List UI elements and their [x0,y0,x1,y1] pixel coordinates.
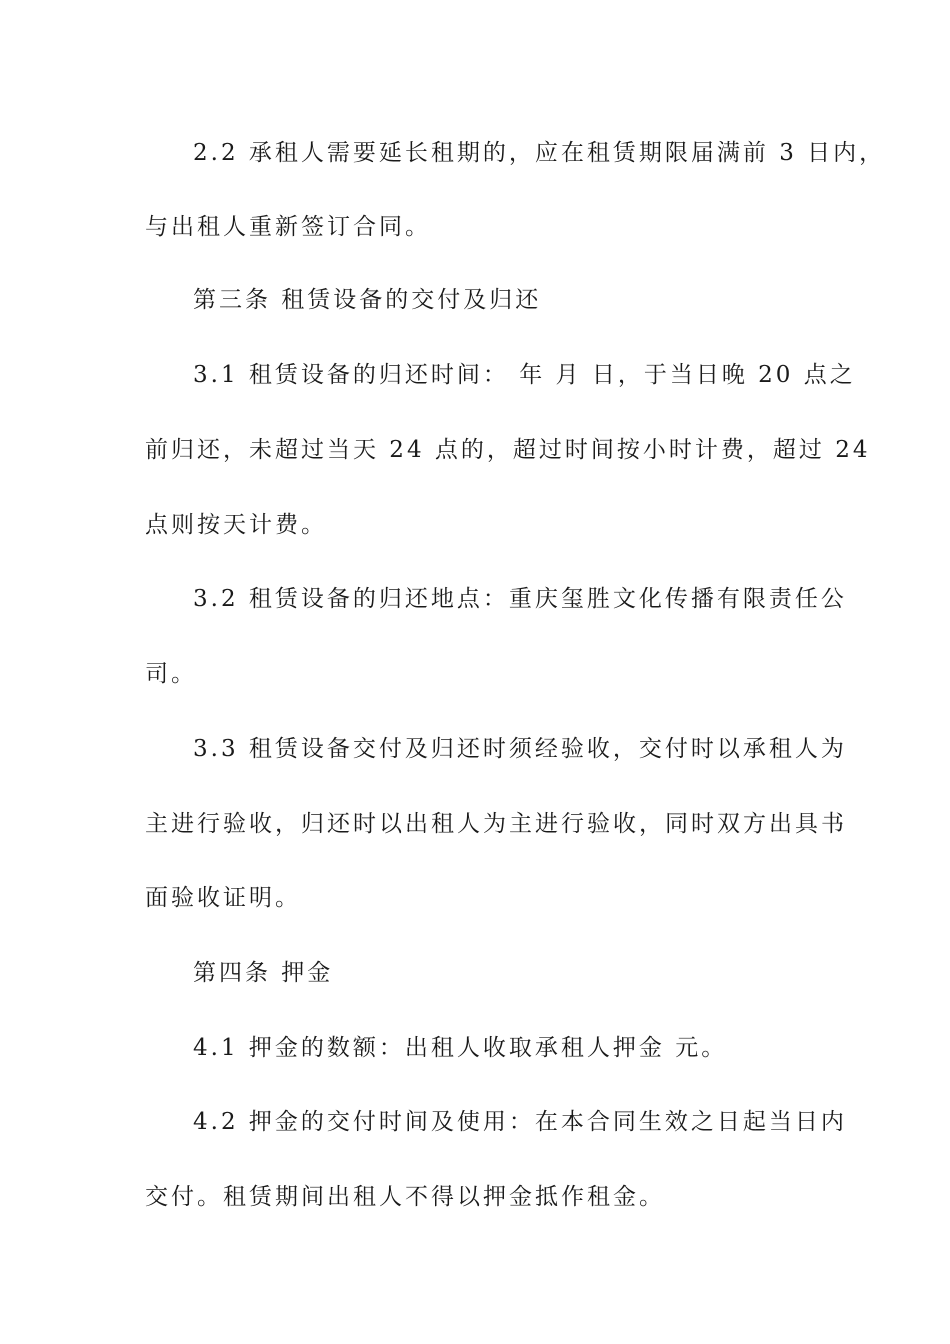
clause-3-3-line-1: 3.3 租赁设备交付及归还时须经验收，交付时以承租人为 [193,736,847,762]
article-3-heading: 第三条 租赁设备的交付及归还 [193,287,542,313]
clause-3-3-line-3: 面验收证明。 [145,885,301,911]
clause-2-2-line-1: 2.2 承租人需要延长租期的，应在租赁期限届满前 3 日内， [193,140,886,166]
clause-2-2-line-2: 与出租人重新签订合同。 [145,214,431,240]
clause-3-3-line-2: 主进行验收，归还时以出租人为主进行验收，同时双方出具书 [145,811,847,837]
article-4-heading: 第四条 押金 [193,960,334,986]
clause-3-2-line-1: 3.2 租赁设备的归还地点：重庆玺胜文化传播有限责任公 [193,586,847,612]
clause-3-1-line-1: 3.1 租赁设备的归还时间： 年 月 日，于当日晚 20 点之 [193,362,856,388]
clause-4-2-line-1: 4.2 押金的交付时间及使用：在本合同生效之日起当日内 [193,1109,847,1135]
clause-3-1-line-3: 点则按天计费。 [145,512,327,538]
clause-3-2-line-2: 司。 [145,661,197,687]
clause-4-1-line-1: 4.1 押金的数额：出租人收取承租人押金 元。 [193,1035,728,1061]
clause-4-2-line-2: 交付。租赁期间出租人不得以押金抵作租金。 [145,1184,665,1210]
clause-3-1-line-2: 前归还，未超过当天 24 点的，超过时间按小时计费，超过 24 [145,437,871,463]
